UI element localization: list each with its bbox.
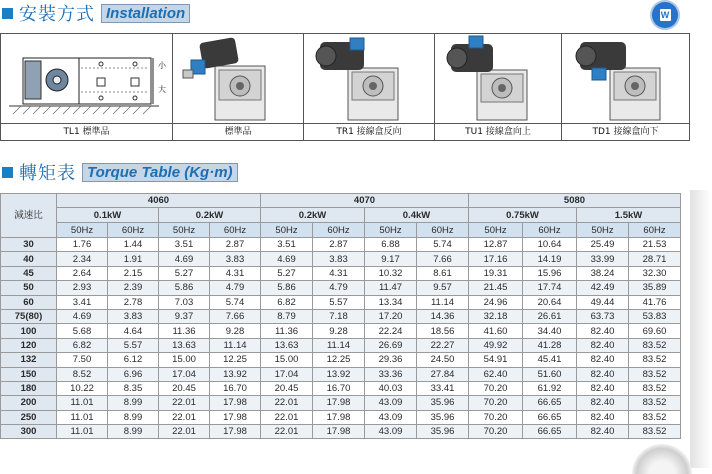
- torque-value-cell: 4.31: [210, 266, 261, 280]
- install-caption-tu1: TU1 接線盒向上: [435, 123, 561, 140]
- torque-value-cell: 7.50: [57, 353, 108, 367]
- torque-title-zh: 轉矩表: [19, 163, 76, 184]
- torque-value-cell: 40.03: [365, 381, 417, 395]
- install-panel-tl1: [1, 34, 173, 140]
- torque-value-cell: 2.15: [108, 266, 159, 280]
- torque-value-cell: 2.39: [108, 281, 159, 295]
- torque-value-cell: 38.24: [577, 266, 629, 280]
- torque-value-cell: 34.40: [523, 324, 577, 338]
- torque-value-cell: 15.00: [159, 353, 210, 367]
- table-row: [1, 338, 681, 352]
- torque-value-cell: 29.36: [365, 353, 417, 367]
- torque-value-cell: 43.09: [365, 396, 417, 410]
- torque-value-cell: 9.28: [313, 324, 365, 338]
- torque-value-cell: 6.96: [108, 367, 159, 381]
- install-panel-tr1: [304, 34, 435, 140]
- torque-value-cell: 24.96: [469, 295, 523, 309]
- small-side-label: 小: [158, 61, 166, 70]
- torque-value-cell: 82.40: [577, 353, 629, 367]
- gear-motor-tr1-icon: [304, 34, 434, 124]
- torque-value-cell: 4.64: [108, 324, 159, 338]
- installation-title-zh: 安裝方式: [19, 4, 95, 25]
- torque-value-cell: 21.45: [469, 281, 523, 295]
- torque-value-cell: 8.79: [261, 309, 313, 323]
- power-header: 0.4kW: [365, 208, 469, 223]
- torque-value-cell: 9.57: [417, 281, 469, 295]
- torque-value-cell: 51.60: [523, 367, 577, 381]
- torque-value-cell: 18.56: [417, 324, 469, 338]
- torque-value-cell: 35.96: [417, 425, 469, 439]
- torque-value-cell: 6.82: [261, 295, 313, 309]
- torque-value-cell: 17.98: [210, 396, 261, 410]
- section-marker-icon: [2, 8, 13, 19]
- frequency-header: 50Hz: [159, 223, 210, 238]
- frequency-header: 50Hz: [57, 223, 108, 238]
- table-row: [1, 367, 681, 381]
- torque-value-cell: 5.68: [57, 324, 108, 338]
- frequency-header: 60Hz: [313, 223, 365, 238]
- torque-value-cell: 83.52: [629, 367, 681, 381]
- torque-value-cell: 17.74: [523, 281, 577, 295]
- torque-value-cell: 82.40: [577, 410, 629, 424]
- torque-value-cell: 5.27: [261, 266, 313, 280]
- ratio-header: 減速比: [1, 194, 57, 238]
- model-header-4070: 4070: [261, 194, 469, 208]
- torque-value-cell: 13.63: [159, 338, 210, 352]
- word-document-icon[interactable]: W: [652, 2, 678, 28]
- model-header-5080: 5080: [469, 194, 681, 208]
- torque-value-cell: 7.18: [313, 309, 365, 323]
- large-side-label: 大: [158, 85, 166, 94]
- frequency-header: 50Hz: [577, 223, 629, 238]
- torque-value-cell: 4.69: [57, 309, 108, 323]
- torque-value-cell: 22.01: [159, 396, 210, 410]
- torque-value-cell: 12.25: [210, 353, 261, 367]
- torque-value-cell: 15.00: [261, 353, 313, 367]
- torque-value-cell: 8.52: [57, 367, 108, 381]
- torque-value-cell: 5.74: [417, 238, 469, 252]
- table-row: [1, 324, 681, 338]
- torque-value-cell: 17.98: [210, 425, 261, 439]
- torque-value-cell: 21.53: [629, 238, 681, 252]
- frequency-header: 50Hz: [261, 223, 313, 238]
- section-marker-icon: [2, 167, 13, 178]
- torque-value-cell: 70.20: [469, 410, 523, 424]
- table-row: [1, 309, 681, 323]
- torque-value-cell: 54.91: [469, 353, 523, 367]
- torque-value-cell: 9.37: [159, 309, 210, 323]
- torque-value-cell: 8.99: [108, 425, 159, 439]
- torque-value-cell: 35.96: [417, 410, 469, 424]
- torque-value-cell: 2.93: [57, 281, 108, 295]
- torque-value-cell: 82.40: [577, 396, 629, 410]
- torque-value-cell: 17.20: [365, 309, 417, 323]
- gear-motor-td1-icon: [562, 34, 688, 124]
- table-row: [1, 238, 681, 252]
- torque-value-cell: 3.83: [313, 252, 365, 266]
- torque-value-cell: 41.76: [629, 295, 681, 309]
- torque-value-cell: 8.61: [417, 266, 469, 280]
- installation-diagram-strip: [0, 33, 690, 141]
- torque-value-cell: 41.28: [523, 338, 577, 352]
- torque-value-cell: 11.36: [159, 324, 210, 338]
- torque-value-cell: 5.86: [261, 281, 313, 295]
- torque-value-cell: 1.91: [108, 252, 159, 266]
- torque-value-cell: 11.01: [57, 425, 108, 439]
- installation-title-en: Installation: [101, 4, 190, 23]
- torque-value-cell: 66.65: [523, 410, 577, 424]
- ratio-cell: 100: [1, 324, 57, 338]
- torque-value-cell: 11.01: [57, 396, 108, 410]
- frequency-header: 50Hz: [469, 223, 523, 238]
- frequency-header: 60Hz: [629, 223, 681, 238]
- ratio-cell: 200: [1, 396, 57, 410]
- torque-value-cell: 2.34: [57, 252, 108, 266]
- torque-value-cell: 4.69: [159, 252, 210, 266]
- torque-value-cell: 8.99: [108, 410, 159, 424]
- table-row: [1, 425, 681, 439]
- torque-value-cell: 5.27: [159, 266, 210, 280]
- torque-value-cell: 82.40: [577, 367, 629, 381]
- torque-value-cell: 13.92: [313, 367, 365, 381]
- torque-value-cell: 17.98: [313, 425, 365, 439]
- ratio-cell: 50: [1, 281, 57, 295]
- torque-value-cell: 22.01: [261, 396, 313, 410]
- torque-value-cell: 13.63: [261, 338, 313, 352]
- torque-value-cell: 3.83: [108, 309, 159, 323]
- torque-value-cell: 6.88: [365, 238, 417, 252]
- torque-value-cell: 62.40: [469, 367, 523, 381]
- install-caption-tl1: TL1 標準品: [1, 123, 172, 140]
- torque-value-cell: 13.34: [365, 295, 417, 309]
- torque-value-cell: 14.19: [523, 252, 577, 266]
- torque-value-cell: 33.41: [417, 381, 469, 395]
- torque-value-cell: 43.09: [365, 425, 417, 439]
- ratio-cell: 40: [1, 252, 57, 266]
- ratio-cell: 180: [1, 381, 57, 395]
- power-header: 0.75kW: [469, 208, 577, 223]
- torque-value-cell: 22.01: [261, 425, 313, 439]
- torque-value-cell: 16.70: [210, 381, 261, 395]
- table-row: [1, 381, 681, 395]
- ratio-cell: 75(80): [1, 309, 57, 323]
- frequency-header: 60Hz: [108, 223, 159, 238]
- ratio-cell: 60: [1, 295, 57, 309]
- torque-table: [0, 193, 681, 439]
- torque-value-cell: 11.14: [210, 338, 261, 352]
- torque-value-cell: 82.40: [577, 324, 629, 338]
- power-header: 0.2kW: [261, 208, 365, 223]
- frequency-header: 60Hz: [210, 223, 261, 238]
- table-row: [1, 396, 681, 410]
- power-header: 0.1kW: [57, 208, 159, 223]
- model-header-4060: 4060: [57, 194, 261, 208]
- torque-value-cell: 82.40: [577, 381, 629, 395]
- torque-value-cell: 6.12: [108, 353, 159, 367]
- torque-value-cell: 17.16: [469, 252, 523, 266]
- torque-value-cell: 26.61: [523, 309, 577, 323]
- torque-value-cell: 22.01: [159, 425, 210, 439]
- torque-value-cell: 5.86: [159, 281, 210, 295]
- install-caption-standard: 標準品: [173, 123, 303, 140]
- install-panel-tu1: [435, 34, 562, 140]
- ratio-cell: 132: [1, 353, 57, 367]
- torque-value-cell: 2.64: [57, 266, 108, 280]
- torque-value-cell: 69.60: [629, 324, 681, 338]
- torque-value-cell: 10.64: [523, 238, 577, 252]
- torque-value-cell: 41.60: [469, 324, 523, 338]
- torque-value-cell: 66.65: [523, 396, 577, 410]
- torque-value-cell: 17.98: [313, 410, 365, 424]
- table-row: [1, 252, 681, 266]
- torque-value-cell: 82.40: [577, 338, 629, 352]
- torque-value-cell: 12.25: [313, 353, 365, 367]
- torque-value-cell: 61.92: [523, 381, 577, 395]
- table-row: [1, 266, 681, 280]
- table-row: [1, 295, 681, 309]
- frequency-header: 50Hz: [365, 223, 417, 238]
- torque-value-cell: 35.96: [417, 396, 469, 410]
- gear-motor-standard-icon: [173, 34, 303, 124]
- torque-value-cell: 20.45: [159, 381, 210, 395]
- torque-value-cell: 11.14: [313, 338, 365, 352]
- ratio-cell: 300: [1, 425, 57, 439]
- ratio-cell: 150: [1, 367, 57, 381]
- torque-value-cell: 10.32: [365, 266, 417, 280]
- torque-value-cell: 4.69: [261, 252, 313, 266]
- power-header: 1.5kW: [577, 208, 681, 223]
- page-edge-shadow: [690, 190, 712, 468]
- torque-value-cell: 83.52: [629, 353, 681, 367]
- torque-value-cell: 11.47: [365, 281, 417, 295]
- torque-value-cell: 7.66: [417, 252, 469, 266]
- torque-value-cell: 15.96: [523, 266, 577, 280]
- torque-value-cell: 17.98: [313, 396, 365, 410]
- torque-value-cell: 7.66: [210, 309, 261, 323]
- torque-value-cell: 7.03: [159, 295, 210, 309]
- torque-value-cell: 49.44: [577, 295, 629, 309]
- torque-value-cell: 11.14: [417, 295, 469, 309]
- frequency-header: 60Hz: [523, 223, 577, 238]
- torque-value-cell: 3.51: [261, 238, 313, 252]
- torque-value-cell: 9.28: [210, 324, 261, 338]
- table-row: [1, 353, 681, 367]
- torque-header: [0, 159, 238, 185]
- table-row: [1, 410, 681, 424]
- torque-value-cell: 16.70: [313, 381, 365, 395]
- torque-value-cell: 70.20: [469, 425, 523, 439]
- torque-value-cell: 28.71: [629, 252, 681, 266]
- torque-value-cell: 3.41: [57, 295, 108, 309]
- torque-value-cell: 4.31: [313, 266, 365, 280]
- torque-value-cell: 32.30: [629, 266, 681, 280]
- torque-value-cell: 11.36: [261, 324, 313, 338]
- torque-value-cell: 83.52: [629, 425, 681, 439]
- install-panel-standard: [173, 34, 304, 140]
- torque-value-cell: 6.82: [57, 338, 108, 352]
- torque-value-cell: 22.27: [417, 338, 469, 352]
- torque-value-cell: 43.09: [365, 410, 417, 424]
- torque-value-cell: 33.99: [577, 252, 629, 266]
- torque-value-cell: 2.87: [313, 238, 365, 252]
- tl1-motor-drawing-icon: [1, 34, 172, 124]
- torque-value-cell: 4.79: [313, 281, 365, 295]
- install-panel-td1: [562, 34, 689, 140]
- ratio-cell: 30: [1, 238, 57, 252]
- torque-value-cell: 11.01: [57, 410, 108, 424]
- torque-value-cell: 5.57: [313, 295, 365, 309]
- torque-value-cell: 82.40: [577, 425, 629, 439]
- torque-value-cell: 45.41: [523, 353, 577, 367]
- torque-value-cell: 66.65: [523, 425, 577, 439]
- torque-value-cell: 2.78: [108, 295, 159, 309]
- torque-value-cell: 83.52: [629, 338, 681, 352]
- torque-value-cell: 22.01: [261, 410, 313, 424]
- torque-value-cell: 10.22: [57, 381, 108, 395]
- torque-value-cell: 26.69: [365, 338, 417, 352]
- torque-value-cell: 5.57: [108, 338, 159, 352]
- torque-value-cell: 12.87: [469, 238, 523, 252]
- torque-value-cell: 3.83: [210, 252, 261, 266]
- install-caption-td1: TD1 接線盒向下: [562, 123, 689, 140]
- torque-value-cell: 2.87: [210, 238, 261, 252]
- torque-value-cell: 8.99: [108, 396, 159, 410]
- torque-value-cell: 32.18: [469, 309, 523, 323]
- torque-value-cell: 83.52: [629, 396, 681, 410]
- torque-value-cell: 27.84: [417, 367, 469, 381]
- torque-value-cell: 49.92: [469, 338, 523, 352]
- ratio-cell: 45: [1, 266, 57, 280]
- torque-value-cell: 9.17: [365, 252, 417, 266]
- torque-value-cell: 4.79: [210, 281, 261, 295]
- torque-value-cell: 24.50: [417, 353, 469, 367]
- frequency-header: 60Hz: [417, 223, 469, 238]
- torque-value-cell: 53.83: [629, 309, 681, 323]
- torque-value-cell: 8.35: [108, 381, 159, 395]
- installation-header: [0, 0, 190, 26]
- torque-value-cell: 20.64: [523, 295, 577, 309]
- torque-value-cell: 70.20: [469, 381, 523, 395]
- torque-value-cell: 22.01: [159, 410, 210, 424]
- torque-value-cell: 1.44: [108, 238, 159, 252]
- torque-value-cell: 14.36: [417, 309, 469, 323]
- ratio-cell: 120: [1, 338, 57, 352]
- table-row: [1, 281, 681, 295]
- torque-value-cell: 22.24: [365, 324, 417, 338]
- torque-value-cell: 13.92: [210, 367, 261, 381]
- torque-value-cell: 5.74: [210, 295, 261, 309]
- gear-motor-tu1-icon: [435, 34, 561, 124]
- torque-value-cell: 33.36: [365, 367, 417, 381]
- torque-value-cell: 25.49: [577, 238, 629, 252]
- torque-value-cell: 42.49: [577, 281, 629, 295]
- power-header: 0.2kW: [159, 208, 261, 223]
- torque-value-cell: 1.76: [57, 238, 108, 252]
- ratio-cell: 250: [1, 410, 57, 424]
- torque-value-cell: 17.98: [210, 410, 261, 424]
- torque-value-cell: 3.51: [159, 238, 210, 252]
- torque-value-cell: 83.52: [629, 381, 681, 395]
- torque-title-en: Torque Table (Kg·m): [82, 163, 238, 182]
- torque-value-cell: 17.04: [159, 367, 210, 381]
- torque-value-cell: 35.89: [629, 281, 681, 295]
- torque-value-cell: 17.04: [261, 367, 313, 381]
- torque-value-cell: 83.52: [629, 410, 681, 424]
- torque-value-cell: 20.45: [261, 381, 313, 395]
- page-corner-curl: [632, 444, 692, 474]
- torque-value-cell: 70.20: [469, 396, 523, 410]
- torque-value-cell: 19.31: [469, 266, 523, 280]
- torque-value-cell: 63.73: [577, 309, 629, 323]
- install-caption-tr1: TR1 接線盒反向: [304, 123, 434, 140]
